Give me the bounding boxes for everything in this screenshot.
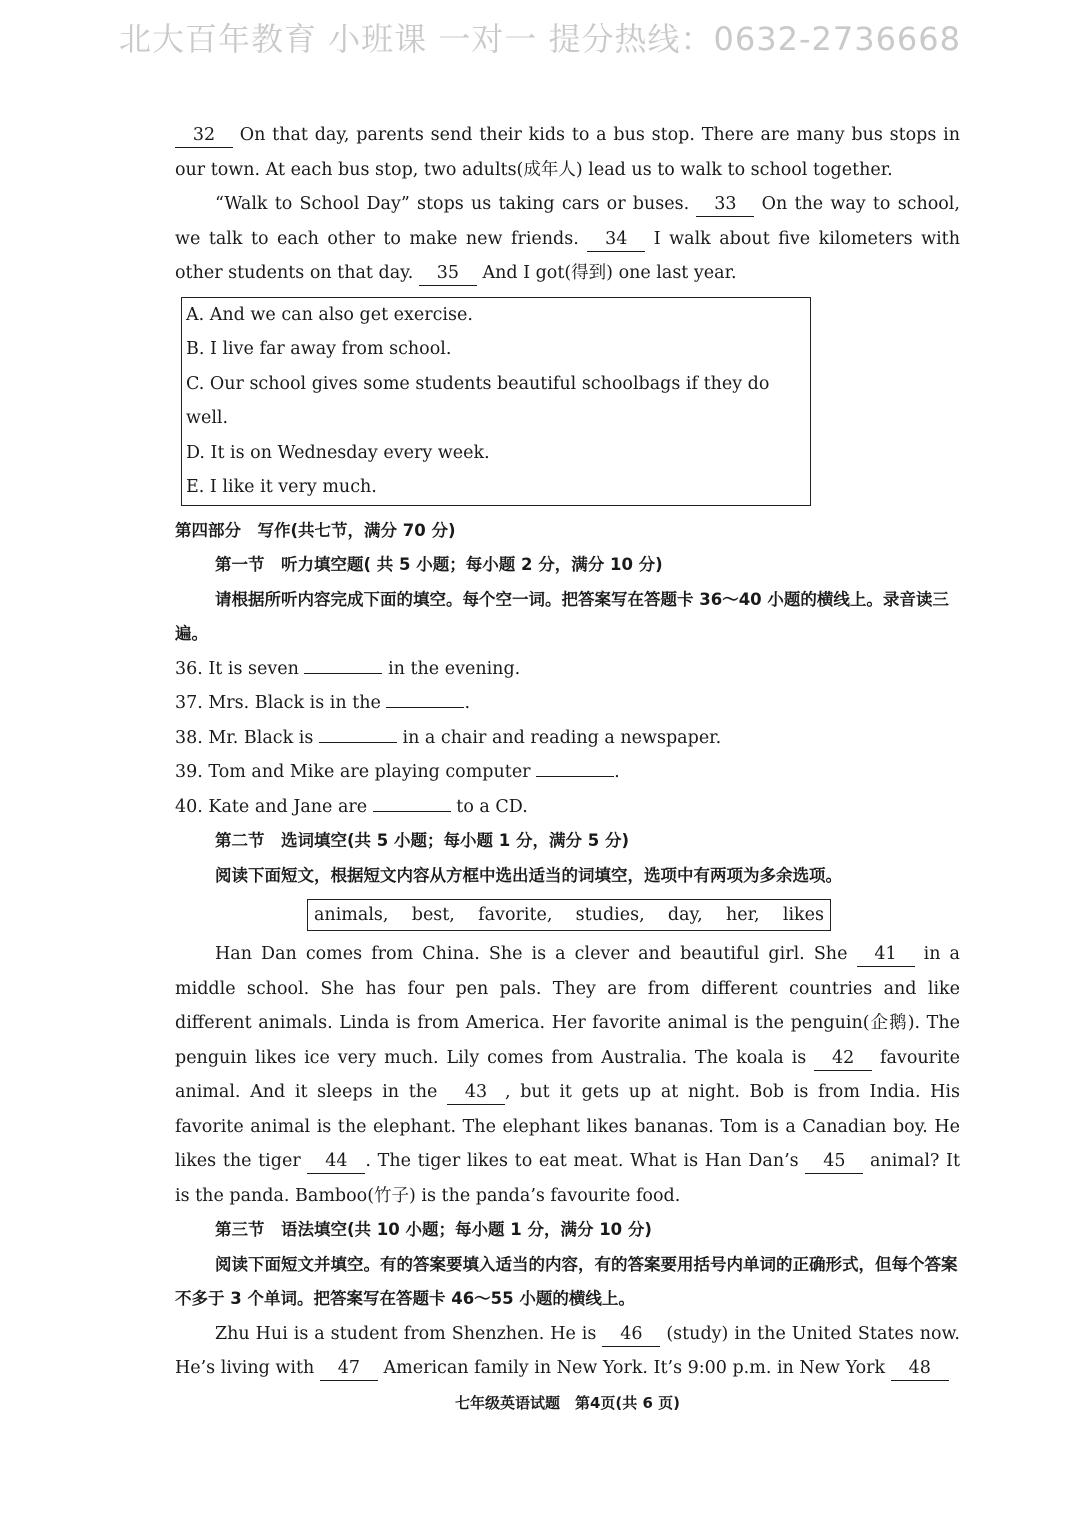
section1-title: 第一节 听力填空题( 共 5 小题；每小题 2 分，满分 10 分) [215, 555, 663, 574]
blank-42: 42 [814, 1046, 872, 1071]
option-d: D. It is on Wednesday every week. [186, 442, 490, 463]
word-box: animals, best, favorite, studies, day, her, likes [307, 899, 831, 931]
blank-45: 45 [805, 1149, 863, 1174]
passage2-text-d: , but it gets up at night. Bob is from India. His favorite animal is the elephant. The elephant likes bananas. Tom is a Canadian boy. He likes the tiger [175, 1082, 960, 1171]
watermark-text: 北大百年教育 小班课 一对一 提分热线：0632-2736668 [118, 20, 962, 58]
q36-text-end: in the evening. [388, 658, 521, 679]
passage1-text2b: On the way to school, we talk to each other to make new friends. [175, 194, 960, 249]
passage2-text-f: animal? It is the panda. Bamboo(竹子) is the panda’s favourite food. [175, 1151, 960, 1206]
question-37 [175, 686, 960, 721]
q37-text-end: . [464, 693, 471, 713]
blank-40 [373, 811, 451, 812]
q40-text-end: to a CD. [456, 796, 528, 817]
q38-text-end: in a chair and reading a newspaper. [402, 727, 722, 748]
blank-41: 41 [857, 942, 915, 967]
passage1-text2a: “Walk to School Day” stops us taking cars or buses. [215, 194, 690, 214]
passage2-text-c: favourite animal. And it sleeps in the [175, 1047, 960, 1102]
passage1-text2d: And I got(得到) one last year. [482, 263, 737, 283]
passage1-text2c: I walk about five kilometers with other students on that day. [175, 228, 960, 283]
blank-34: 34 [587, 227, 645, 252]
section2-title: 第二节 选词填空(共 5 小题；每小题 1 分，满分 5 分) [215, 831, 629, 850]
passage1-paragraph1 [175, 118, 960, 187]
option-e: E. I like it very much. [186, 477, 377, 497]
passage3-text-a: Zhu Hui is a student from Shenzhen. He is [215, 1323, 597, 1344]
blank-48: 48 [891, 1356, 949, 1381]
blank-35: 35 [419, 261, 477, 286]
passage2-text-a: Han Dan comes from China. She is a clever and beautiful girl. She [215, 944, 848, 964]
q40-text: 40. Kate and Jane are [175, 796, 368, 817]
section3-title: 第三节 语法填空(共 10 小题；每小题 1 分，满分 10 分) [215, 1220, 652, 1239]
passage1-text1: On that day, parents send their kids to a bus stop. There are many bus stops in our town. At each bus stop, two adults(成年人) lead us to walk to school together. [175, 125, 960, 180]
q37-text: 37. Mrs. Black is in the [175, 693, 381, 713]
question-36 [175, 652, 960, 687]
q38-text: 38. Mr. Black is [175, 727, 314, 748]
blank-47: 47 [320, 1356, 378, 1381]
blank-36 [304, 673, 382, 674]
question-40 [175, 790, 960, 825]
option-b: B. I live far away from school. [186, 339, 452, 359]
passage3-paragraph [175, 1317, 960, 1386]
page-footer: 七年级英语试题 第4页(共 6 页) [454, 1393, 681, 1412]
blank-33: 33 [696, 192, 754, 217]
passage2-text-e: . The tiger likes to eat meat. What is Han Dan’s [365, 1151, 799, 1171]
section1-instructions: 请根据所听内容完成下面的填空。每个空一词。把答案写在答题卡 36～40 小题的横线上。录音读三遍。 [175, 589, 949, 643]
blank-43: 43 [447, 1080, 505, 1105]
option-c: C. Our school gives some students beautiful schoolbags if they do well. [186, 373, 770, 428]
blank-39 [536, 776, 614, 777]
option-a: A. And we can also get exercise. [186, 304, 473, 325]
part4-title: 第四部分 写作(共七节，满分 70 分) [175, 520, 456, 540]
passage3-text-c: American family in New York. It’s 9:00 p.m. in New York [383, 1358, 886, 1378]
question-39 [175, 755, 960, 790]
passage3-text-b: (study) in the United States now. He’s living with [175, 1323, 960, 1378]
section3-instructions: 阅读下面短文并填空。有的答案要填入适当的内容，有的答案要用括号内单词的正确形式，但每个答案不多于 3 个单词。把答案写在答题卡 46～55 小题的横线上。 [175, 1254, 958, 1308]
passage1-paragraph2 [175, 187, 960, 291]
options-box [181, 297, 811, 506]
q36-text: 36. It is seven [175, 658, 299, 679]
passage2-paragraph [175, 937, 960, 1213]
exam-page [175, 118, 960, 1416]
blank-44: 44 [307, 1149, 365, 1174]
passage2-text-b: in a middle school. She has four pen pals. They are from different countries and like different animals. Linda is from America. Her favorite animal is the penguin(企鹅). The penguin likes ice very much. Lily comes from Australia. The koala is [175, 944, 960, 1068]
question-38 [175, 721, 960, 756]
blank-32: 32 [175, 123, 233, 148]
q39-text-end: . [614, 762, 620, 782]
blank-37 [386, 707, 464, 708]
blank-38 [319, 742, 397, 743]
blank-46: 46 [602, 1322, 660, 1347]
section2-instructions: 阅读下面短文，根据短文内容从方框中选出适当的词填空，选项中有两项为多余选项。 [215, 865, 842, 885]
q39-text: 39. Tom and Mike are playing computer [175, 762, 531, 782]
